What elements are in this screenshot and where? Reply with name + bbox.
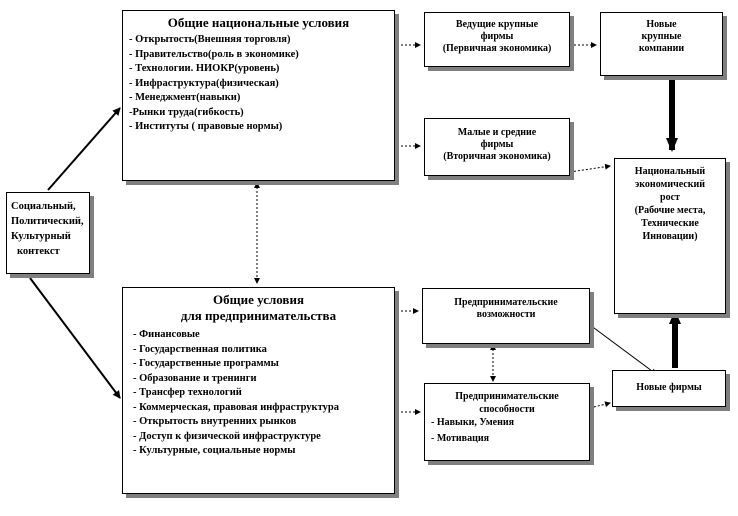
small-firms-line-2: фирмы: [480, 139, 514, 150]
capacities-line-4: - Мотивация: [431, 433, 490, 444]
opportunities-box: [422, 288, 590, 344]
national-conditions-title: Общие национальные условия: [167, 15, 350, 30]
entrepreneurship-item: - Образование и тренинги: [133, 372, 257, 384]
national-conditions-box: [122, 10, 395, 181]
entrepreneurship-item: - Финансовые: [133, 329, 200, 340]
context-line-4: контекст: [17, 246, 60, 257]
entrepreneurship-item: - Государственная политика: [133, 343, 267, 355]
entrepreneurship-item: - Коммерческая, правовая инфраструктура: [133, 401, 339, 413]
arrow-context-to-entrepreneurship: [30, 278, 120, 398]
context-line-2: Политический,: [11, 216, 84, 227]
national-growth-box: [614, 158, 726, 314]
opportunities-line-1: Предпринимательские: [454, 297, 558, 308]
entrepreneurship-conditions-box: [122, 287, 395, 494]
entrepreneurship-item: - Культурные, социальные нормы: [133, 445, 296, 456]
arrow-opportunities-to-newfirms: [590, 325, 656, 374]
context-box: [6, 192, 90, 274]
leading-firms-line-2: фирмы: [480, 31, 514, 42]
new-large-line-2: крупные: [641, 31, 682, 42]
small-medium-firms-box: [424, 118, 570, 176]
small-firms-line-3: (Вторичная экономика): [443, 151, 551, 162]
growth-line-5: Технические: [641, 218, 699, 229]
context-line-3: Культурный: [11, 231, 71, 242]
national-item: - Технологии. НИОКР(уровень): [129, 63, 280, 74]
new-large-companies-box: [600, 12, 723, 76]
arrow-small-to-growth: [570, 166, 610, 172]
capacities-line-2: способности: [479, 404, 535, 415]
national-item: -Рынки труда(гибкость): [129, 106, 244, 118]
national-item: - Менеджмент(навыки): [129, 92, 241, 103]
national-item: - Правительство(роль в экономике): [129, 48, 299, 60]
entrepreneurship-item: - Трансфер технологий: [133, 387, 242, 398]
new-firms-label: Новые фирмы: [636, 382, 702, 393]
entrepreneurship-item: - Доступ к физической инфраструктуре: [133, 430, 321, 442]
capacities-line-1: Предпринимательские: [455, 391, 559, 402]
new-firms-box: [612, 370, 726, 407]
arrow-context-to-national: [48, 108, 120, 190]
capacities-box: [424, 383, 590, 461]
opportunities-line-2: возможности: [476, 309, 536, 320]
small-firms-line-1: Малые и средние: [457, 127, 537, 138]
leading-firms-box: [424, 12, 570, 67]
leading-firms-line-3: (Первичная экономика): [442, 43, 552, 54]
entrepreneurship-item: - Открытость внутренних рынков: [133, 416, 297, 427]
growth-line-4: (Рабочие места,: [634, 205, 706, 216]
national-item: - Институты ( правовые нормы): [129, 121, 283, 132]
leading-firms-line-1: Ведущие крупные: [455, 19, 539, 30]
growth-line-3: рост: [660, 192, 680, 203]
growth-line-6: Инновации): [642, 231, 698, 242]
new-large-line-1: Новые: [646, 19, 677, 30]
capacities-line-3: - Навыки, Умения: [431, 417, 515, 428]
entrepreneurship-conditions-list: [129, 328, 388, 459]
entrepreneurship-title-line1: Общие условия: [213, 292, 304, 307]
national-item: - Открытость(Внешняя торговля): [129, 34, 291, 45]
national-conditions-list: [129, 33, 388, 135]
national-item: - Инфраструктура(физическая): [129, 77, 279, 89]
growth-line-2: экономический: [634, 179, 706, 190]
new-large-line-3: компании: [638, 43, 685, 54]
arrow-capacities-to-newfirms: [590, 403, 610, 408]
growth-line-1: Национальный: [634, 166, 706, 177]
context-line-1: Социальный,: [11, 201, 76, 212]
entrepreneurship-title-line2: для предпринимательства: [180, 308, 337, 323]
entrepreneurship-item: - Государственные программы: [133, 358, 279, 369]
